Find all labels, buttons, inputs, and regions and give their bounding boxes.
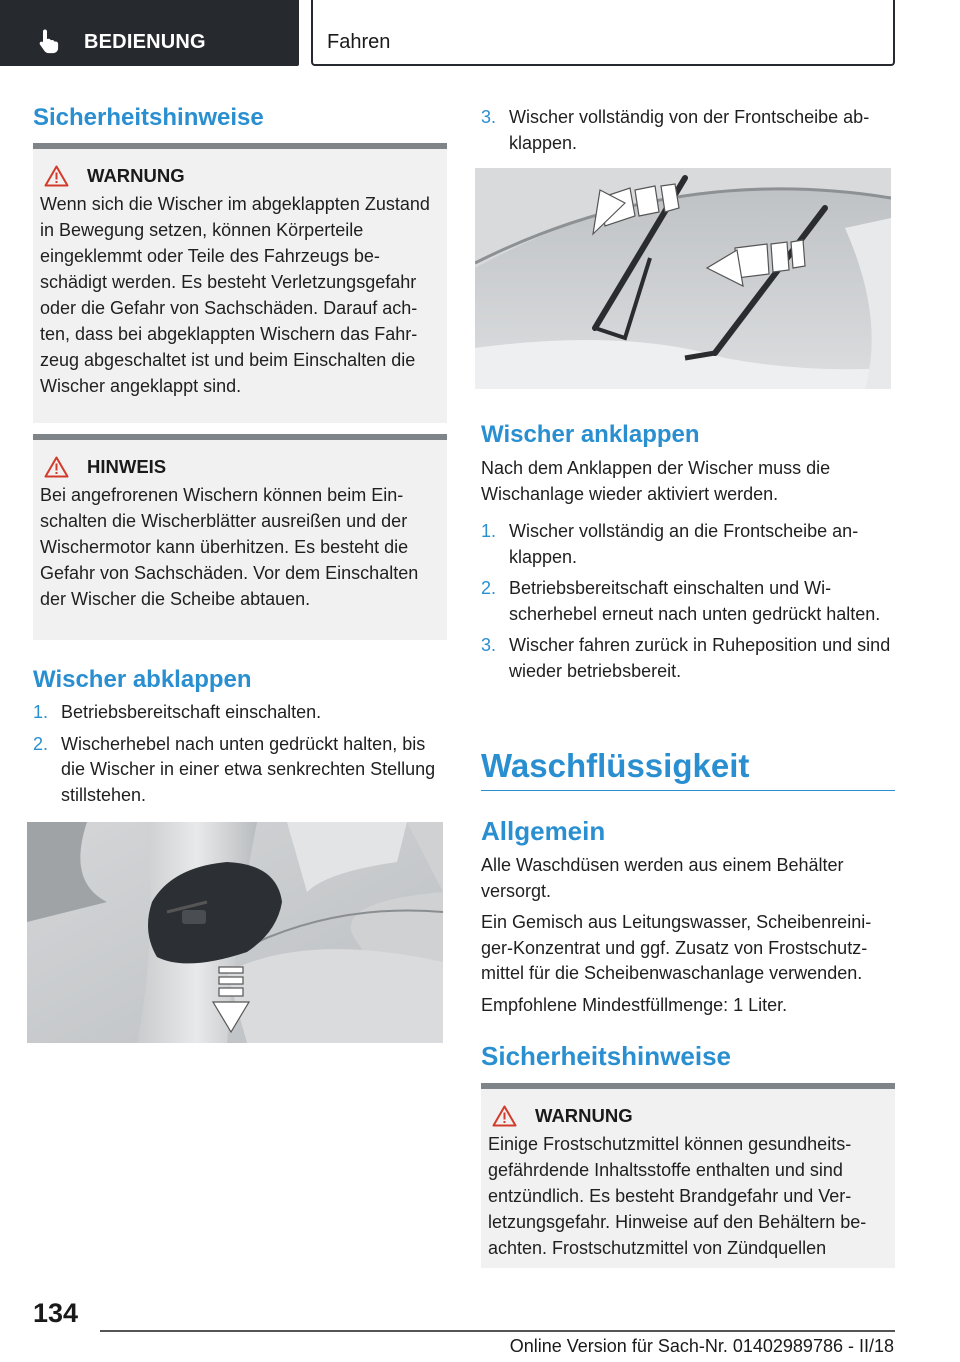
safety-heading-left: Sicherheitshinweise <box>33 104 264 131</box>
list-item: 2. Wischerhebel nach unten gedrückt halten, bis die Wischer in einer etwa senkrechten Stellung stillstehen. <box>33 733 436 805</box>
list-item: 2. Betriebsbereitschaft einschalten und Wischerhebel erneut nach unten gedrückt halten. <box>481 578 881 624</box>
wiper-lever-image <box>27 822 443 1043</box>
safety-heading-right: Sicherheitshinweise <box>481 1041 731 1071</box>
page-number: 134 <box>33 1298 79 1328</box>
general-paragraph-1: Alle Waschdüsen werden aus einem Behälter versorgt. <box>481 855 844 901</box>
general-heading: Allgemein <box>481 816 606 846</box>
general-paragraph-3: Empfohlene Mindestfüllmenge: 1 Liter. <box>481 995 788 1015</box>
list-item: 3. Wischer fahren zurück in Ruheposition und sind wieder betriebsbereit. <box>481 635 891 681</box>
list-item: 1. Betriebsbereitschaft einschalten. <box>33 702 322 722</box>
fold-up-intro: Nach dem Anklappen der Wischer muss die Wischanlage wieder aktiviert werden. <box>481 458 831 504</box>
fold-down-step-3 <box>481 105 895 162</box>
footer-rule <box>100 1330 895 1332</box>
section-label: BEDIENUNG <box>84 31 206 53</box>
hint-text: Bei angefrorenen Wischern können beim Einschalten die Wischerblätter ausreißen und der Wischermotor kann überhitzen. Es besteht die Gefahr von Sachschäden. Vor dem Einschalten der Wischer die Scheibe abtauen. <box>40 485 419 609</box>
warning-triangle-icon <box>44 165 69 187</box>
chapter-tab <box>311 0 895 66</box>
hint-title: HINWEIS <box>40 456 440 478</box>
hint-box-left <box>33 434 447 640</box>
section-tab <box>0 0 299 66</box>
washer-fluid-heading: Waschflüssigkeit <box>481 747 750 784</box>
pointing-hand-icon <box>38 28 62 54</box>
fold-down-steps <box>33 700 447 814</box>
fold-down-heading: Wischer abklappen <box>33 666 252 693</box>
fold-up-steps <box>481 519 895 690</box>
heading-rule <box>481 790 895 791</box>
warning-text: Wenn sich die Wischer im abgeklappten Zustand in Bewegung setzen, können Körperteile eingeklemmt oder Teile des Fahrzeugs beschädigt werden. Es besteht Verletzungsgefahr oder die Gefahr von Sachschäden. Darauf achten, dass bei abgeklappten Wischern das Fahrzeug abgeschaltet ist und beim Einschalten die Wischer angeklappt sind. <box>40 194 430 396</box>
warning-box-right <box>481 1083 895 1268</box>
online-version-note: Online Version für Sach-Nr. 01402989786 - II/18 <box>509 1336 894 1356</box>
list-item: 1. Wischer vollständig an die Frontscheibe anklappen. <box>481 521 859 567</box>
warning-triangle-icon <box>492 1105 517 1127</box>
warning-title: WARNUNG <box>488 1105 888 1127</box>
warning-text: Einige Frostschutzmittel können gesundheitsgefährdende Inhaltsstoffe enthalten und sind entzündlich. Es besteht Brandgefahr und Verletzungsgefahr. Hinweise auf den Behältern beachten. Frostschutzmittel von Zündquellen <box>488 1134 867 1258</box>
fold-up-heading: Wischer anklappen <box>481 421 700 448</box>
warning-box-left <box>33 143 447 423</box>
list-item: 3. Wischer vollständig von der Frontscheibe abklappen. <box>481 107 870 153</box>
warning-triangle-icon <box>44 456 69 478</box>
general-paragraph-2: Ein Gemisch aus Leitungswasser, Scheibenreiniger-Konzentrat und ggf. Zusatz von Frostschutzmittel für die Scheibenwaschanlage verwenden. <box>481 912 872 983</box>
warning-title: WARNUNG <box>40 165 440 187</box>
windshield-wipers-image <box>475 168 891 389</box>
chapter-label: Fahren <box>327 31 391 53</box>
